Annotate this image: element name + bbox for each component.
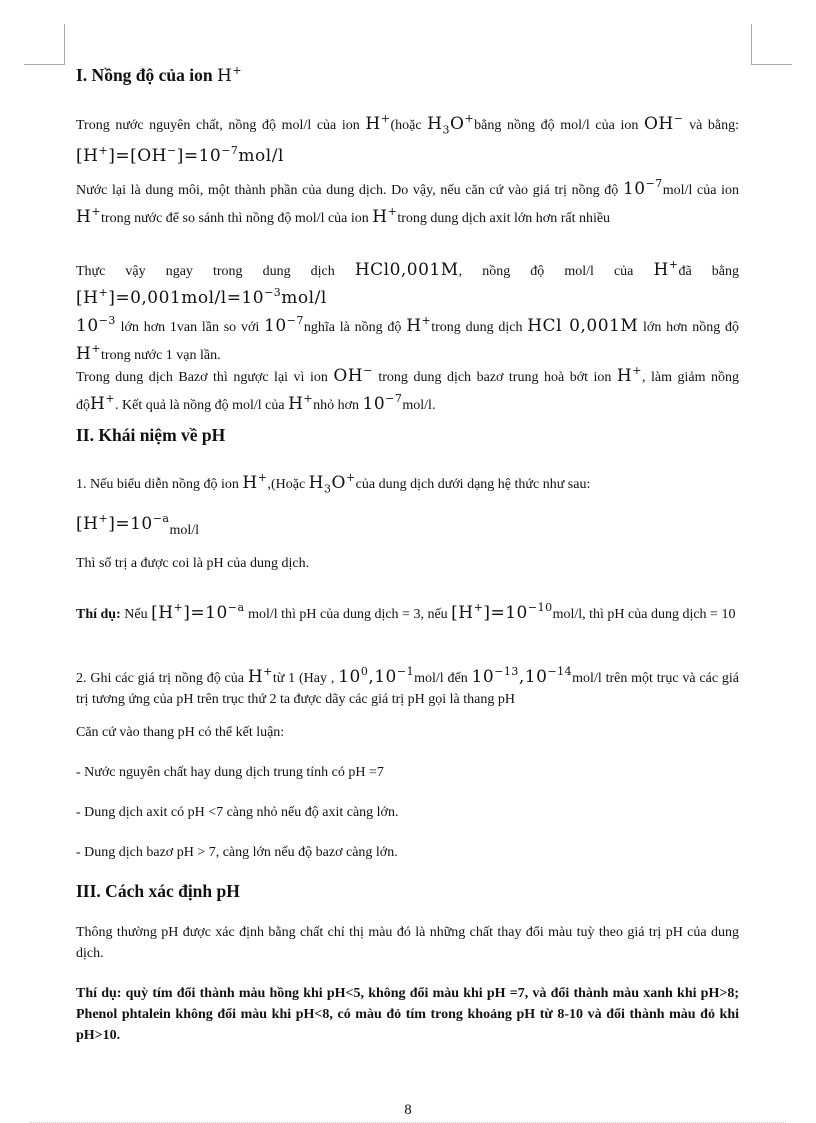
paragraph: Căn cứ vào thang pH có thể kết luận: [76,725,285,740]
section-heading-1: I. Nồng độ của ion H+ [76,64,243,86]
page-corner-marker [24,24,65,65]
paragraph: Nước lại là dung môi, một thành phần của dung dịch. Do vậy, nếu căn cứ vào giá trị nồng độ $10^{-7}mol/l$ của ion H+trong nước để so sánh thì nồng độ mol/l của ion H+trong dung dịch axit lớn hơn rất nhiều [76,177,740,227]
section-heading-2: II. Khái niệm về pH [76,425,226,445]
paragraph-example: Thí dụ: quỳ tím đổi thành màu hồng khi pH<5, không đổi màu khi pH =7, và đổi thành màu xanh khi pH>8; Phenol phtalein không đổi màu khi pH<8, có màu đỏ tím trong khoảng pH từ 8-10 và đổi thành màu đỏ khi pH>10. [76,986,739,1043]
paragraph: Thí dụ: Nếu $[H^+]=10^{-a}$ mol/l thì pH của dung dịch = 3, nếu $[H^+]=10^{-10}mol/l$, thì pH của dung dịch = 10 [76,601,736,623]
list-item: - Dung dịch axit có pH <7 càng nhỏ nếu độ axit càng lớn. [76,805,399,820]
paragraph: Trong nước nguyên chất, nồng độ mol/l của ion H+(hoặc $H_3O^+bằng$ nồng độ mol/l của ion OH− và bằng: $[H^+]=[OH^-]=10^{-7}mol/l$ [76,112,740,167]
paragraph: 1. Nếu biểu diễn nồng độ ion H+,(Hoặc $H_3O^+của$ dung dịch dưới dạng hệ thức như sau: [76,471,591,496]
section-heading-3: III. Cách xác định pH [76,881,240,901]
paragraph: Thông thường pH được xác định bằng chất chỉ thị màu đó là những chất thay đổi màu tuỳ theo giá trị pH của dung dịch. [76,925,739,961]
paragraph: Thực vậy ngay trong dung dịch HCl0,001M, nồng độ mol/l của H+đã bằng $[H^+]=0,001mol/l=10^{-3}mol/l$ $10^{-3}$ lớn hơn 1van lần so với $10^{-7}nghĩa$ là nồng độ H+trong dung dịch HCl 0,001M lớn hơn nồng độ H+trong nước 1 vạn lần. [76,258,740,364]
list-item: - Dung dịch bazơ pH > 7, càng lớn nếu độ bazơ càng lớn. [76,845,398,860]
paragraph: Trong dung dịch Bazơ thì ngược lại vì ion OH− trong dung dịch bazơ trung hoà bớt ion H+, làm giảm nồng độH+. Kết quả là nồng độ mol/l của H+nhỏ hơn $10^{-7}mol/l$. [76,364,739,414]
page-number: 8 [404,1102,412,1118]
list-item: - Nước nguyên chất hay dung dịch trung tính có pH =7 [76,765,384,780]
page-corner-marker [751,24,792,65]
paragraph: Thì số trị a được coi là pH của dung dịch. [76,556,310,571]
formula-line: $[H^+]=10^{-a}mol/l$ [76,512,200,538]
paragraph: 2. Ghi các giá trị nồng độ của H+từ 1 (Hay , $10^0,10^{-1}mol/l$ đến $10^{-13},10^{-14}mol/l$ trên một trục và các giá trị tương ứng của pH trên trục thứ 2 ta được dãy các giá trị pH gọi là thang pH [76,665,740,707]
